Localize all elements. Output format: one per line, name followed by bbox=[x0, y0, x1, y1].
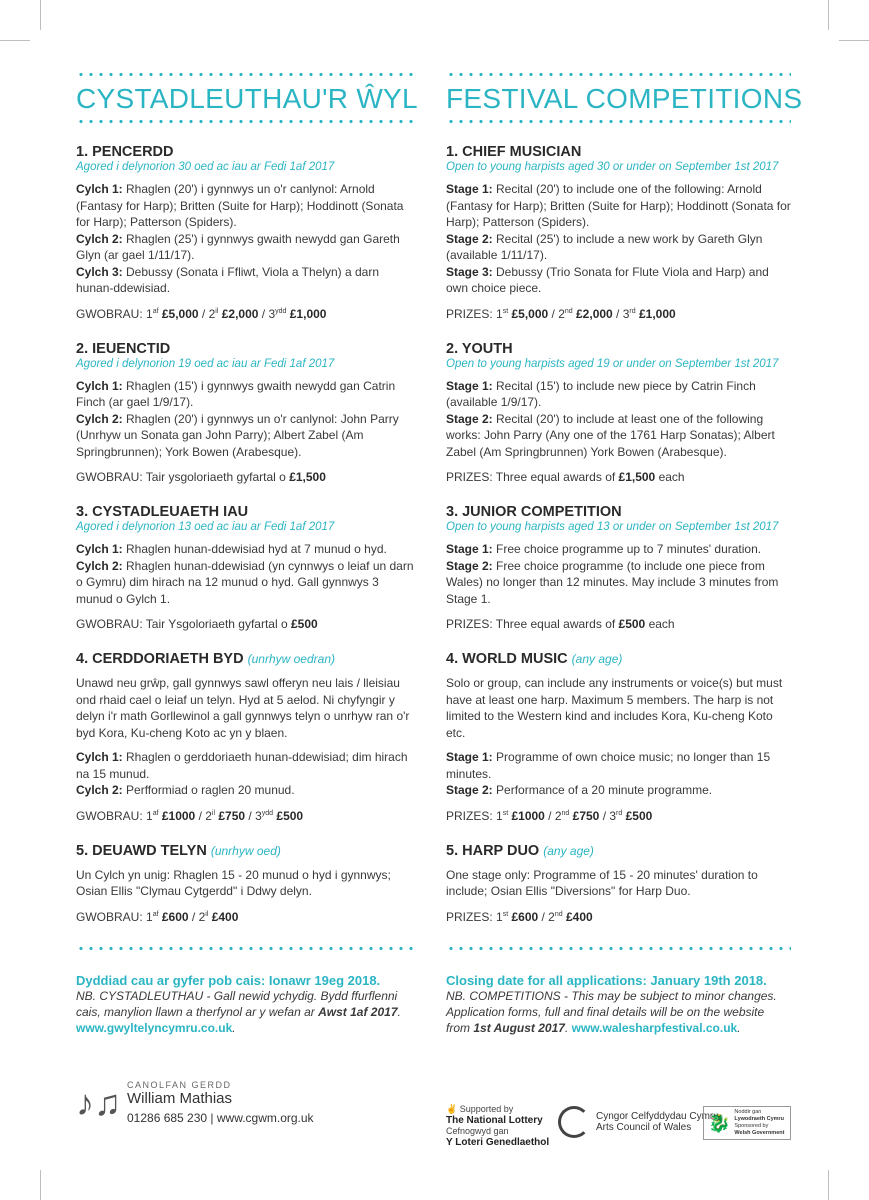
lottery-fingers-icon: ✌ bbox=[446, 1104, 458, 1114]
section-paragraph: One stage only: Programme of 15 - 20 minutes' duration to include; Osian Ellis "Diversions" for Harp Duo. bbox=[446, 867, 758, 898]
section-title: 1. PENCERDD bbox=[76, 144, 174, 160]
closing-date-title: Dyddiad cau ar gyfer pob cais: Ionawr 19eg 2018. bbox=[76, 972, 381, 988]
competition-section bbox=[76, 504, 416, 631]
website-link[interactable]: www.gwyltelyncymru.co.uk bbox=[76, 1020, 233, 1035]
arts-council-ring-icon bbox=[558, 1106, 590, 1138]
crop-mark bbox=[40, 1170, 41, 1200]
competition-section bbox=[76, 651, 416, 823]
competition-section bbox=[446, 341, 791, 485]
section-title: 3. CYSTADLEUAETH IAU bbox=[76, 504, 249, 520]
prize-line: PRIZES: 1st £5,000 / 2nd £2,000 / 3rd £1,000 bbox=[446, 306, 676, 321]
section-paragraph: Stage 1: Recital (15') to include new piece by Catrin Finch (available 1/9/17). Stage 2: Recital (20') to include at least one of the following works: John Parry (Any one of the 1761 Harp Sonatas); Albert Zabel (Am Springbrunnen) York Bowen (Arabesque). bbox=[446, 378, 775, 459]
welsh-sections bbox=[76, 144, 416, 924]
prize-line: GWOBRAU: $1^{af}$ £5,000 / $2^{il}$ £2,000 / $3^{ydd}$ £1,000 bbox=[76, 306, 327, 321]
section-paragraph: Stage 1: Recital (20') to include one of the following: Arnold (Fantasy for Harp); Britten (Suite for Harp); Hoddinott (Sonata for Harp); Patterson (Spiders). Stage 2: Recital (25') to include a new work by Gareth Glyn (available 1/11/17). Stage 3: Debussy (Trio Sonata for Flute Viola and Harp) and own choice piece. bbox=[446, 182, 791, 295]
crop-mark bbox=[0, 40, 30, 41]
competition-section bbox=[76, 843, 416, 924]
welsh-government-logo: 🐉 Noddir gan Lywodraeth Cymru Sponsored by Welsh Government bbox=[703, 1106, 791, 1140]
prize-line: PRIZES: Three equal awards of £1,500 each bbox=[446, 470, 685, 484]
closing-note: NB. COMPETITIONS - This may be subject to minor changes. Application forms, full and final details will be on the website from 1st August 2017. www.walesharpfestival.co.uk. bbox=[446, 988, 777, 1035]
section-eligibility: Open to young harpists aged 19 or under on September 1st 2017 bbox=[446, 357, 779, 370]
dragon-icon: 🐉 bbox=[708, 1112, 731, 1133]
dotted-divider bbox=[446, 72, 791, 77]
dotted-divider bbox=[76, 946, 416, 951]
section-paragraph: Stage 1: Programme of own choice music; no longer than 15 minutes. Stage 2: Performance of a 20 minute programme. bbox=[446, 750, 771, 797]
competition-section bbox=[76, 341, 416, 485]
section-paragraph: Stage 1: Free choice programme up to 7 minutes' duration. Stage 2: Free choice programme (to include one piece from Wales) no longer than 12 minutes. May include 3 minutes from Stage 1. bbox=[446, 542, 779, 606]
section-title: 4. CERDDORIAETH BYD (unrhyw oedran) bbox=[76, 651, 335, 667]
english-sections bbox=[446, 144, 791, 924]
section-paragraph: Cylch 1: Rhaglen (15') i gynnwys gwaith newydd gan Catrin Finch (ar gael 1/9/17). Cylch 2: Rhaglen (20') i gynnwys un o'r canlynol: John Parry (Unrhyw un Sonata gan John Parry); Albert Zabel (Am Springbrunnen); York Bowen (Arabesque). bbox=[76, 378, 399, 459]
crop-mark bbox=[828, 0, 829, 30]
competition-section bbox=[446, 504, 791, 631]
prize-line: PRIZES: 1st £600 / 2nd £400 bbox=[446, 909, 593, 924]
competition-section bbox=[76, 144, 416, 321]
arts-council-logo: Cyngor Celfyddydau Cymru Arts Council of Wales bbox=[558, 1106, 719, 1138]
closing-date-title: Closing date for all applications: January 19th 2018. bbox=[446, 972, 767, 988]
welsh-heading: CYSTADLEUTHAU'R ŴYL bbox=[76, 83, 418, 114]
section-paragraph: Un Cylch yn unig: Rhaglen 15 - 20 munud o hyd i gynnwys; Osian Ellis "Clymau Cytgerdd" i Ddwy delyn. bbox=[76, 867, 391, 898]
section-eligibility: Open to young harpists aged 30 or under on September 1st 2017 bbox=[446, 161, 779, 173]
dotted-divider bbox=[446, 119, 791, 124]
section-paragraph: Cylch 1: Rhaglen hunan-ddewisiad hyd at 7 munud o hyd. Cylch 2: Rhaglen hunan-ddewisiad (yn cynnwys o leiaf un darn o Gymru) dim hirach na 12 munud o hyd. Gall gynnwys 3 munud o Gylch 1. bbox=[76, 542, 414, 606]
welsh-closing bbox=[76, 973, 416, 1036]
section-eligibility: Agored i delynorion 13 oed ac iau ar Fedi 1af 2017 bbox=[76, 521, 335, 533]
english-closing bbox=[446, 973, 791, 1036]
section-paragraph: Unawd neu grŵp, gall gynnwys sawl offeryn neu lais / lleisiau ond rhaid cael o leiaf un telyn. Hyd at 5 aelod. Ni chyfyngir y delyn i'r math Gorllewinol a gall gynnwys telyn o unrhyw ran o'r byd Kora, Ku-cheng Koto ac yn y blaen. bbox=[76, 676, 410, 740]
crop-mark bbox=[839, 40, 869, 41]
dotted-divider bbox=[76, 119, 416, 124]
english-heading: FESTIVAL COMPETITIONS bbox=[446, 83, 803, 114]
section-paragraph: Cylch 1: Rhaglen o gerddoriaeth hunan-ddewisiad; dim hirach na 15 munud. Cylch 2: Perfformiad o raglen 20 munud. bbox=[76, 750, 408, 797]
section-title: 5. DEUAWD TELYN (unrhyw oed) bbox=[76, 842, 281, 859]
closing-note: NB. CYSTADLEUTHAU - Gall newid ychydig. Bydd ffurflenni cais, manylion llawn a therfynol ar y wefan ar Awst 1af 2017. www.gwyltelyncymru.co.uk. bbox=[76, 988, 401, 1035]
section-eligibility: Agored i delynorion 30 oed ac iau ar Fedi 1af 2017 bbox=[76, 161, 335, 173]
music-notes-icon: ♪♫ bbox=[76, 1081, 121, 1123]
prize-line: GWOBRAU: Tair ysgoloriaeth gyfartal o £1,500 bbox=[76, 470, 326, 484]
prize-line: GWOBRAU: $1^{af}$ £1000 / $2^{il}$ £750 / $3^{ydd}$ £500 bbox=[76, 808, 304, 823]
section-title: 3. JUNIOR COMPETITION bbox=[446, 504, 622, 520]
dotted-divider bbox=[446, 946, 791, 951]
welsh-column bbox=[76, 72, 416, 1036]
section-title: 2. IEUENCTID bbox=[76, 340, 171, 357]
section-title: 2. YOUTH bbox=[446, 340, 513, 357]
mathias-logo: ♪♫ CANOLFAN GERDD William Mathias 01286 685 230 | www.cgwm.org.uk bbox=[76, 1080, 314, 1125]
section-title: 4. WORLD MUSIC (any age) bbox=[446, 651, 623, 667]
section-paragraph: Solo or group, can include any instruments or voice(s) but must have at least one harp. Maximum 5 members. The harp is not limited to the Western kind and includes Kora, Ku-cheng Koto etc. bbox=[446, 676, 783, 740]
website-link[interactable]: www.walesharpfestival.co.uk bbox=[571, 1020, 738, 1035]
section-title: 1. CHIEF MUSICIAN bbox=[446, 144, 582, 160]
competition-section bbox=[446, 651, 791, 823]
dotted-divider bbox=[76, 72, 416, 77]
crop-mark bbox=[828, 1170, 829, 1200]
crop-mark bbox=[40, 0, 41, 30]
english-column bbox=[446, 72, 803, 1036]
prize-line: GWOBRAU: Tair Ysgoloriaeth gyfartal o £500 bbox=[76, 617, 318, 631]
section-eligibility: Agored i delynorion 19 oed ac iau ar Fedi 1af 2017 bbox=[76, 357, 335, 370]
section-eligibility: Open to young harpists aged 13 or under on September 1st 2017 bbox=[446, 521, 779, 533]
prize-line: PRIZES: 1st £1000 / 2nd £750 / 3rd £500 bbox=[446, 808, 653, 823]
competition-section bbox=[446, 843, 791, 924]
competition-section bbox=[446, 144, 791, 321]
prize-line: PRIZES: Three equal awards of £500 each bbox=[446, 617, 675, 631]
section-paragraph: Cylch 1: Rhaglen (20') i gynnwys un o'r canlynol: Arnold (Fantasy for Harp); Britten (Suite for Harp); Hoddinott (Sonata for Harp); Patterson (Spiders). Cylch 2: Rhaglen (25') i gynnwys gwaith newydd gan Gareth Glyn (ar gael 1/11/17). Cylch 3: Debussy (Sonata i Ffliwt, Viola a Thelyn) a darn hunan-ddewisiad. bbox=[76, 182, 404, 295]
prize-line: GWOBRAU: $1^{af}$ £600 / $2^{il}$ £400 bbox=[76, 909, 239, 924]
lottery-logo: ✌ Supported by The National Lottery Cefnogwyd gan Y Loteri Genedlaethol bbox=[446, 1104, 550, 1148]
section-title: 5. HARP DUO (any age) bbox=[446, 842, 594, 859]
